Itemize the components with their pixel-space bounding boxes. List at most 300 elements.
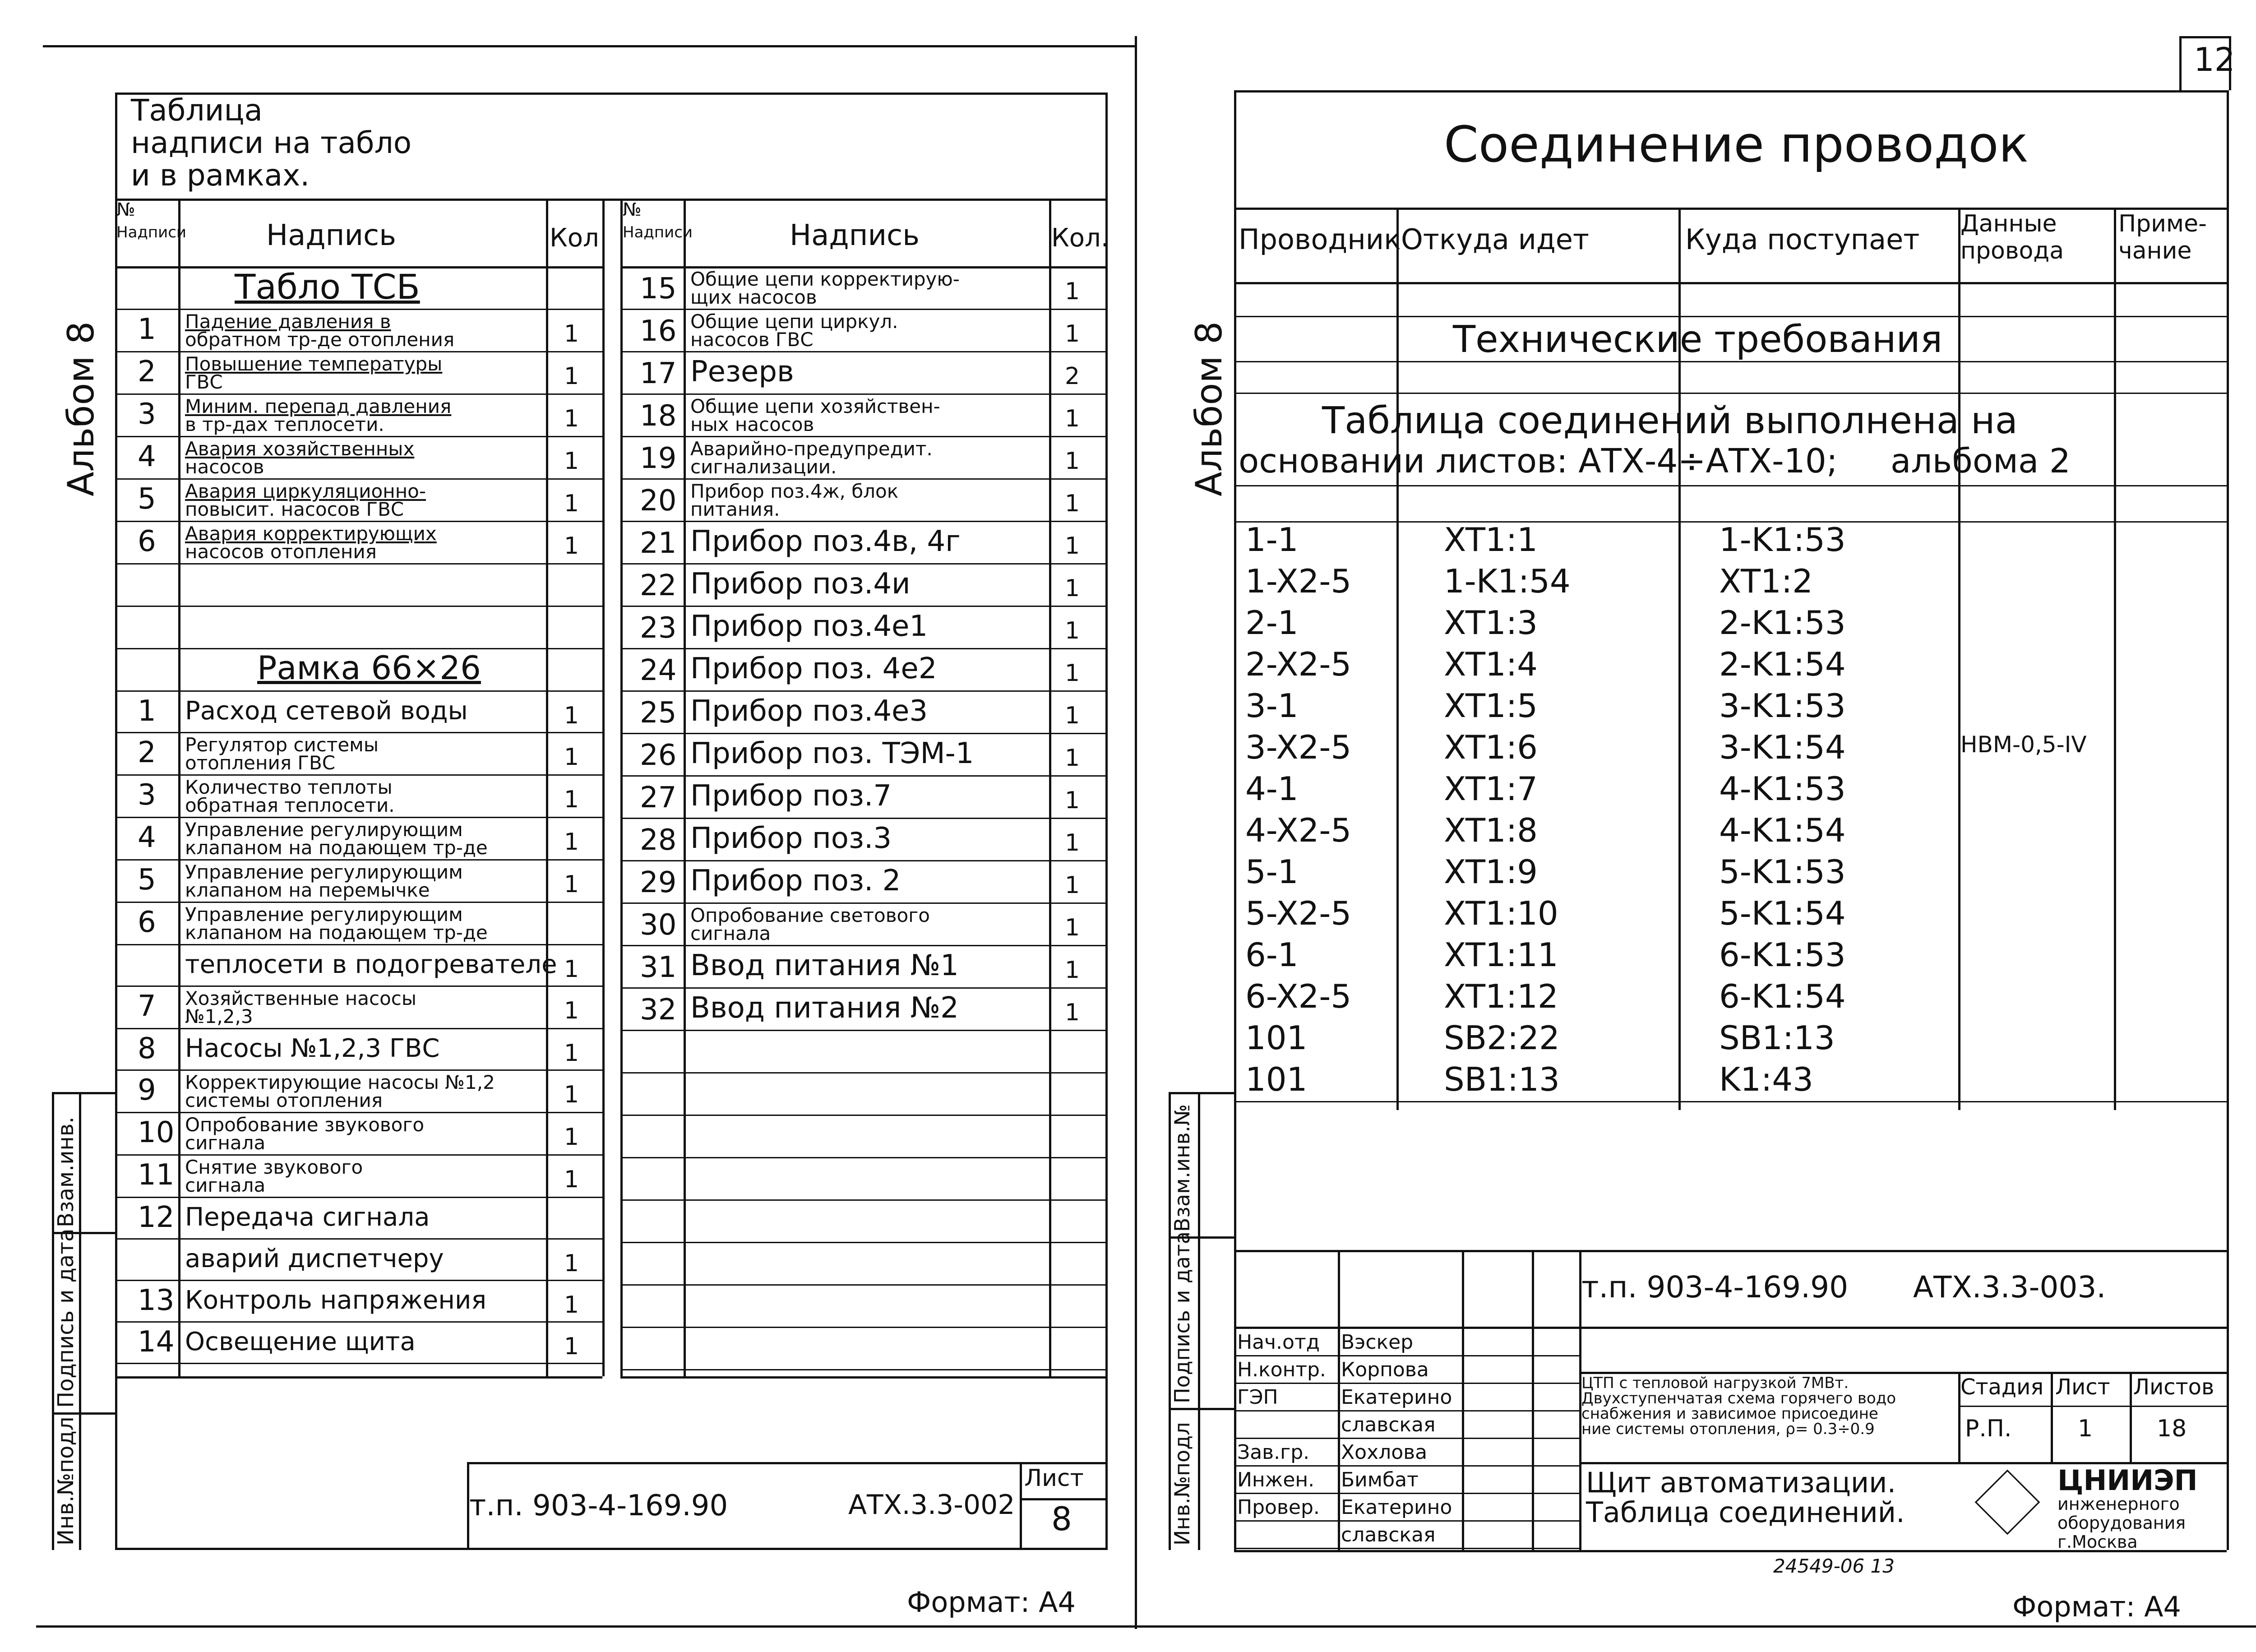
row-line xyxy=(115,309,602,310)
row-qty: 1 xyxy=(564,871,579,898)
stamp-description: ние системы отопления, ρ= 0.3÷0.9 xyxy=(1581,1420,1875,1438)
stamp-row-line xyxy=(1234,1465,1579,1467)
row-qty-2: 1 xyxy=(1065,617,1080,644)
stamp-role: ГЭП xyxy=(1237,1386,1278,1409)
row-text: обратном тр-де отопления xyxy=(185,329,455,351)
row-text: клапаном на подающем тр-де xyxy=(185,921,488,944)
side-stamp-top xyxy=(52,1092,115,1094)
row-num: 2 xyxy=(138,736,156,769)
row-text: Управление регулирующим xyxy=(185,861,463,883)
row-line xyxy=(115,1197,602,1198)
to-terminal: XT1:2 xyxy=(1719,562,1813,600)
col-to: Куда поступает xyxy=(1685,223,1920,256)
row-line xyxy=(115,1321,602,1323)
row-qty: 1 xyxy=(564,532,579,560)
row-num-2: 17 xyxy=(640,357,677,390)
stamp-role: Зав.гр. xyxy=(1237,1441,1310,1464)
row-text: клапаном на подающем тр-де xyxy=(185,837,488,859)
row-line-2 xyxy=(620,1242,1105,1243)
row-text: сигнала xyxy=(185,1132,266,1154)
row-line-2 xyxy=(620,1115,1105,1116)
row-text-2: питания. xyxy=(690,498,780,520)
stamp-stage-h xyxy=(1958,1406,2227,1407)
row-num-2: 30 xyxy=(640,908,677,942)
stamp-row-line xyxy=(1234,1383,1579,1384)
stamp-description: снабжения и зависимое присоедине xyxy=(1581,1405,1878,1423)
stamp-sheets: 18 xyxy=(2157,1415,2187,1442)
row-num: 1 xyxy=(138,694,156,728)
row-num-2: 27 xyxy=(640,781,677,814)
row-qty: 1 xyxy=(564,1250,579,1277)
right-frame-left xyxy=(1234,90,1236,1550)
row-qty: 1 xyxy=(564,828,579,856)
from-terminal: XT1:12 xyxy=(1444,977,1558,1015)
row-line xyxy=(115,606,602,607)
row-num: 14 xyxy=(138,1325,175,1359)
row-text: Опробование звукового xyxy=(185,1114,425,1136)
side-stamp-inv: Инв.№подл xyxy=(53,1416,79,1546)
row-qty: 1 xyxy=(564,1166,579,1193)
row-line xyxy=(115,1238,602,1240)
row-qty: 1 xyxy=(564,448,579,475)
row-num: 13 xyxy=(138,1284,175,1317)
section-tsb: Табло ТСБ xyxy=(235,267,420,307)
header-col-divider xyxy=(2114,208,2116,1110)
stamp-row-line xyxy=(1234,1438,1579,1439)
row-text: Расход сетевой воды xyxy=(185,696,468,726)
row-line xyxy=(115,732,602,733)
row-text-2: Резерв xyxy=(690,355,794,389)
row-qty-2: 1 xyxy=(1065,278,1080,305)
conductor-id: 1-X2-5 xyxy=(1245,562,1352,600)
row-num-2: 25 xyxy=(640,696,677,730)
stamp-code-r: т.п. 903-4-169.90 xyxy=(1581,1270,1849,1305)
row-line-2 xyxy=(620,733,1105,734)
header-num-label: Надписи xyxy=(116,223,187,241)
row-text-2: Аварийно-предупредит. xyxy=(690,438,933,460)
stamp-row-line xyxy=(1234,1355,1579,1356)
row-line-2 xyxy=(620,690,1105,692)
row-line-2 xyxy=(620,1327,1105,1328)
col-wire-data: Данные xyxy=(1960,210,2057,237)
row-num: 9 xyxy=(138,1074,156,1107)
wire-type: НВМ-0,5-IV xyxy=(1960,731,2087,758)
row-line-2 xyxy=(620,478,1105,480)
row-qty: 1 xyxy=(564,997,579,1024)
stamp-sheets-div xyxy=(2130,1372,2132,1462)
row-qty-2: 1 xyxy=(1065,702,1080,729)
stamp-mid-r xyxy=(1234,1327,2227,1329)
row-text: отопления ГВС xyxy=(185,752,336,774)
row-num: 3 xyxy=(138,398,156,431)
conductor-id: 101 xyxy=(1245,1060,1308,1098)
format-label-right: Формат: А4 xyxy=(2012,1590,2181,1623)
header-num-2: № xyxy=(623,199,642,220)
to-terminal: K1:43 xyxy=(1719,1060,1813,1098)
row-qty-2: 1 xyxy=(1065,787,1080,814)
header-num-label-2: Надписи xyxy=(623,223,693,241)
col-from: Откуда идет xyxy=(1401,223,1590,256)
row-num: 11 xyxy=(138,1158,175,1192)
row-line-2 xyxy=(620,521,1105,522)
row-line-2 xyxy=(620,902,1105,904)
header-bottom xyxy=(1234,282,2227,284)
row-text: Миним. перепад давления xyxy=(185,395,452,417)
stamp-role: Н.контр. xyxy=(1237,1358,1326,1381)
row-num-2: 23 xyxy=(640,611,677,645)
row-num: 5 xyxy=(138,482,156,516)
right-frame-top xyxy=(1234,90,2227,93)
stamp-name: славская xyxy=(1341,1413,1436,1436)
row-qty-2: 1 xyxy=(1065,490,1080,517)
row-qty-2: 1 xyxy=(1065,532,1080,560)
drawing-title: Соединение проводок xyxy=(1444,116,2029,173)
conductor-id: 6-X2-5 xyxy=(1245,977,1352,1015)
page-number: 12 xyxy=(2194,41,2235,79)
row-text: системы отопления xyxy=(185,1089,383,1111)
conductor-id: 2-X2-5 xyxy=(1245,645,1352,683)
center-fold-line xyxy=(1135,36,1137,1629)
row-qty-2: 1 xyxy=(1065,872,1080,899)
col-wire-data-2: провода xyxy=(1960,237,2064,264)
row-text-2: Прибор поз.4и xyxy=(690,567,911,601)
row-text-2: Прибор поз.4е1 xyxy=(690,610,928,643)
row-text-2: Общие цепи корректирую- xyxy=(690,268,960,290)
header-col-divider xyxy=(1958,208,1960,1110)
row-qty: 1 xyxy=(564,956,579,983)
note-line-1: Таблица соединений выполнена на xyxy=(1322,399,2018,442)
row-text-2: ных насосов xyxy=(690,413,814,435)
row-text: Хозяйственные насосы xyxy=(185,987,417,1009)
row-line xyxy=(115,944,602,945)
row-num: 4 xyxy=(138,821,156,854)
row-line xyxy=(115,774,602,776)
stamp-sheet-label-r: Лист xyxy=(2055,1374,2110,1400)
conductor-id: 3-X2-5 xyxy=(1245,728,1352,766)
row-qty-2: 1 xyxy=(1065,957,1080,984)
org-name: ЦНИИЭП xyxy=(2057,1464,2198,1497)
row-text: Корректирующие насосы №1,2 xyxy=(185,1071,495,1093)
row-text: Управление регулирующим xyxy=(185,819,463,841)
row-text: Авария циркуляционно- xyxy=(185,480,426,502)
album-side-label: Альбом 8 xyxy=(60,321,102,496)
stamp-top xyxy=(467,1462,1105,1464)
row-num: 12 xyxy=(138,1201,175,1234)
stamp-stage-label: Стадия xyxy=(1960,1374,2044,1400)
stamp-description: Двухступенчатая схема горячего водо xyxy=(1581,1389,1896,1407)
side-stamp-div-r xyxy=(1169,1408,1234,1410)
row-line-2 xyxy=(620,309,1105,310)
table1-col-divider xyxy=(178,199,180,1376)
row-num: 2 xyxy=(138,355,156,389)
row-text: Повышение температуры xyxy=(185,353,443,375)
row-text: теплосети в подогревателе xyxy=(185,950,557,979)
col-note-2: чание xyxy=(2118,237,2192,264)
row-text-2: Прибор поз. ТЭМ-1 xyxy=(690,737,974,770)
stamp-name: славская xyxy=(1341,1523,1436,1546)
row-line-2 xyxy=(620,818,1105,819)
row-line xyxy=(115,902,602,903)
row-qty-2: 1 xyxy=(1065,829,1080,856)
from-terminal: XT1:11 xyxy=(1444,936,1558,974)
side-stamp-mid xyxy=(79,1092,81,1550)
header-qty: Кол xyxy=(550,223,599,253)
table2-bottom xyxy=(620,1376,1105,1379)
conductor-id: 4-1 xyxy=(1245,770,1299,808)
drawing-name: Щит автоматизации. xyxy=(1586,1466,1896,1499)
row-qty-2: 2 xyxy=(1065,363,1080,390)
org-name: г.Москва xyxy=(2057,1532,2138,1552)
row-line-2 xyxy=(620,563,1105,565)
stamp-col1 xyxy=(1338,1250,1340,1550)
row-text: №1,2,3 xyxy=(185,1005,253,1027)
row-text: ГВС xyxy=(185,371,223,393)
row-text: аварий диспетчеру xyxy=(185,1244,444,1273)
stamp-name: Вэскер xyxy=(1341,1331,1414,1354)
stamp-sheet: 8 xyxy=(1051,1500,1072,1538)
stamp-name: Бимбат xyxy=(1341,1468,1419,1491)
to-terminal: 5-K1:53 xyxy=(1719,853,1846,891)
from-terminal: 1-K1:54 xyxy=(1444,562,1571,600)
row-line-2 xyxy=(620,1284,1105,1286)
row-num-2: 19 xyxy=(640,442,677,475)
row-text-2: сигнала xyxy=(690,922,771,944)
row-qty: 1 xyxy=(564,786,579,813)
row-num-2: 18 xyxy=(640,399,677,433)
row-text-2: Общие цепи циркул. xyxy=(690,310,898,333)
to-terminal: 4-K1:53 xyxy=(1719,770,1846,808)
row-text-2: Прибор поз.3 xyxy=(690,822,892,855)
row-num: 3 xyxy=(138,778,156,812)
row-line xyxy=(115,478,602,480)
stamp-doc-r: АТХ.3.3-003. xyxy=(1913,1270,2106,1305)
conductor-id: 5-X2-5 xyxy=(1245,894,1352,932)
stamp-description: ЦТП с тепловой нагрузкой 7МВт. xyxy=(1581,1374,1849,1392)
conductor-id: 101 xyxy=(1245,1019,1308,1057)
stamp-row-line xyxy=(1234,1520,1579,1522)
row-line-2 xyxy=(620,606,1105,607)
row-qty-2: 1 xyxy=(1065,660,1080,687)
row-num: 8 xyxy=(138,1032,156,1065)
row-line xyxy=(115,690,602,692)
row-line xyxy=(115,1112,602,1113)
row-qty: 1 xyxy=(564,363,579,390)
row-qty-2: 1 xyxy=(1065,405,1080,432)
row-line-2 xyxy=(620,775,1105,777)
row-text-2: Ввод питания №1 xyxy=(690,949,959,982)
row-text-2: щих насосов xyxy=(690,286,817,308)
row-line xyxy=(115,1069,602,1071)
bottom-trim-line xyxy=(36,1625,2256,1628)
row-text: Передача сигнала xyxy=(185,1203,430,1232)
stamp-sheet-div xyxy=(2051,1372,2053,1462)
table-header-top xyxy=(115,199,1105,201)
col-conductor: Проводник xyxy=(1239,223,1401,256)
row-text-2: Прибор поз.4в, 4г xyxy=(690,525,961,558)
table1-bottom xyxy=(115,1376,602,1379)
left-frame-left xyxy=(115,93,117,1550)
stamp-role: Провер. xyxy=(1237,1496,1320,1519)
row-text: Управление регулирующим xyxy=(185,903,463,925)
from-terminal: XT1:8 xyxy=(1444,811,1538,849)
row-text-2: Прибор поз. 4е2 xyxy=(690,652,937,685)
side-stamp-sign: Подпись и дата xyxy=(53,1228,79,1408)
row-line-2 xyxy=(620,1072,1105,1074)
stamp-role: Инжен. xyxy=(1237,1468,1315,1491)
row-num: 6 xyxy=(138,525,156,558)
from-terminal: XT1:5 xyxy=(1444,687,1538,725)
stamp-col3 xyxy=(1532,1250,1534,1550)
conductor-id: 3-1 xyxy=(1245,687,1299,725)
from-terminal: XT1:10 xyxy=(1444,894,1558,932)
row-text-2: сигнализации. xyxy=(690,456,837,478)
row-qty: 1 xyxy=(564,1291,579,1319)
row-text-2: Общие цепи хозяйствен- xyxy=(690,395,940,417)
conductor-id: 5-1 xyxy=(1245,853,1299,891)
row-text: повысит. насосов ГВС xyxy=(185,498,404,520)
note-line-2a: основании листов: АТХ-4÷АТХ-10; xyxy=(1239,442,1838,481)
stamp-name: Корпова xyxy=(1341,1358,1429,1381)
stamp-col2 xyxy=(1462,1250,1464,1550)
left-frame-right xyxy=(1105,93,1108,1550)
to-terminal: 3-K1:54 xyxy=(1719,728,1846,766)
org-logo-icon xyxy=(1975,1470,2040,1535)
row-line xyxy=(115,563,602,565)
row-line-2 xyxy=(620,987,1105,989)
row-num: 1 xyxy=(138,313,156,346)
row-text: Снятие звукового xyxy=(185,1156,363,1178)
row-text: сигнала xyxy=(185,1174,266,1196)
row-line xyxy=(115,859,602,861)
stamp-code: т.п. 903-4-169.90 xyxy=(469,1489,728,1522)
stamp-name: Хохлова xyxy=(1341,1441,1428,1464)
header-text-2: Надпись xyxy=(790,219,920,252)
row-num-2: 32 xyxy=(640,993,677,1027)
row-qty: 1 xyxy=(564,405,579,432)
row-qty: 1 xyxy=(564,1124,579,1151)
col-note: Приме- xyxy=(2118,210,2207,237)
stamp-sheets-label: Листов xyxy=(2133,1374,2214,1400)
row-num: 6 xyxy=(138,906,156,939)
row-text: клапаном на перемычке xyxy=(185,879,430,901)
side-stamp-vzam-r: Взам.инв.№ xyxy=(1170,1104,1194,1232)
row-line-2 xyxy=(620,393,1105,395)
row-qty: 1 xyxy=(564,1040,579,1067)
section-frame: Рамка 66×26 xyxy=(257,649,481,687)
org-name: оборудования xyxy=(2057,1513,2186,1533)
row-num-2: 31 xyxy=(640,951,677,984)
row-qty-2: 1 xyxy=(1065,745,1080,772)
row-line-2 xyxy=(620,351,1105,352)
stamp-stage: Р.П. xyxy=(1965,1415,2012,1442)
to-terminal: 6-K1:53 xyxy=(1719,936,1846,974)
stamp-row-line xyxy=(1234,1410,1579,1411)
page-num-box-left xyxy=(2179,36,2182,90)
row-line-2 xyxy=(620,1157,1105,1158)
to-terminal: SB1:13 xyxy=(1719,1019,1835,1057)
left-frame-top xyxy=(115,93,1105,95)
row-text-2: Ввод питания №2 xyxy=(690,991,959,1025)
table-end-line xyxy=(1234,1101,2227,1102)
format-label: Формат: А4 xyxy=(907,1586,1076,1619)
table-title-line: надписи на табло xyxy=(131,125,412,160)
row-num-2: 15 xyxy=(640,272,677,305)
row-line xyxy=(115,817,602,818)
row-qty-2: 1 xyxy=(1065,999,1080,1026)
row-num-2: 22 xyxy=(640,569,677,602)
side-stamp-top-r xyxy=(1169,1092,1234,1094)
row-qty-2: 1 xyxy=(1065,448,1080,475)
row-qty: 1 xyxy=(564,744,579,771)
row-num-2: 29 xyxy=(640,866,677,899)
tech-requirements: Технические требования xyxy=(1453,318,1943,361)
row-line xyxy=(1234,393,2227,394)
side-stamp-div xyxy=(52,1412,115,1415)
conductor-id: 2-1 xyxy=(1245,604,1299,642)
table-title-line: Таблица xyxy=(131,93,263,128)
from-terminal: XT1:3 xyxy=(1444,604,1538,642)
side-stamp-sign-r: Подпись и дата xyxy=(1170,1231,1194,1403)
side-stamp-vzam: Взам.инв. xyxy=(53,1116,79,1227)
row-qty: 1 xyxy=(564,702,579,729)
row-qty: 1 xyxy=(564,1333,579,1360)
stamp-row-line xyxy=(1234,1493,1579,1494)
from-terminal: SB2:22 xyxy=(1444,1019,1560,1057)
row-num-2: 28 xyxy=(640,824,677,857)
row-num: 5 xyxy=(138,863,156,897)
row-line xyxy=(1234,361,2227,362)
row-line xyxy=(115,351,602,352)
row-line xyxy=(115,1363,602,1364)
conductor-id: 4-X2-5 xyxy=(1245,811,1352,849)
row-qty-2: 1 xyxy=(1065,575,1080,602)
row-line-2 xyxy=(620,1199,1105,1201)
row-line-2 xyxy=(620,860,1105,861)
album-side-label-right: Альбом 8 xyxy=(1188,321,1230,496)
to-terminal: 5-K1:54 xyxy=(1719,894,1846,932)
org-name: инженерного xyxy=(2057,1494,2180,1514)
to-terminal: 1-K1:53 xyxy=(1719,521,1846,559)
from-terminal: XT1:1 xyxy=(1444,521,1538,559)
row-text: в тр-дах теплосети. xyxy=(185,413,384,435)
table-title-line: и в рамках. xyxy=(131,158,310,193)
row-text: Освещение щита xyxy=(185,1327,416,1356)
side-stamp-inv-r: Инв.№подл xyxy=(1170,1422,1194,1546)
row-num-2: 16 xyxy=(640,315,677,348)
row-line xyxy=(115,393,602,395)
page-num-box-top xyxy=(2179,36,2229,38)
row-text-2: Прибор поз. 2 xyxy=(690,864,901,898)
row-line-2 xyxy=(620,436,1105,437)
right-frame-right xyxy=(2227,90,2229,1550)
row-line-2 xyxy=(620,648,1105,649)
row-text: Регулятор системы xyxy=(185,734,379,756)
to-terminal: 3-K1:53 xyxy=(1719,687,1846,725)
left-frame-bottom xyxy=(115,1548,1105,1550)
row-text-2: Прибор поз.4е3 xyxy=(690,694,928,728)
row-num: 10 xyxy=(138,1116,175,1149)
archive-number: 24549-06 13 xyxy=(1773,1555,1895,1577)
row-line xyxy=(115,1154,602,1156)
row-text: Контроль напряжения xyxy=(185,1286,487,1315)
row-text: обратная теплосети. xyxy=(185,794,395,816)
conductor-id: 1-1 xyxy=(1245,521,1299,559)
row-qty: 1 xyxy=(564,490,579,517)
stamp-role: Нач.отд xyxy=(1237,1331,1320,1354)
top-trim-line xyxy=(43,45,1135,47)
row-line xyxy=(115,986,602,987)
to-terminal: 2-K1:53 xyxy=(1719,604,1846,642)
